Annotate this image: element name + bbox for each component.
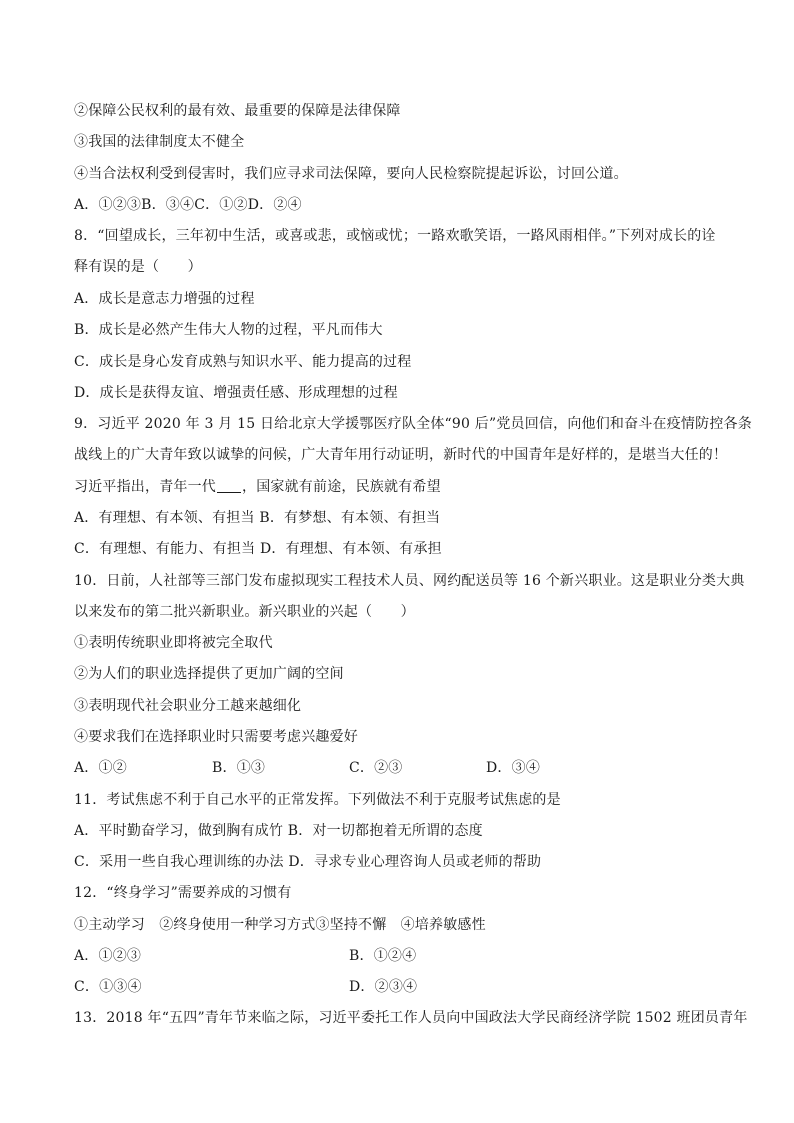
- question-10-stem: 10．日前，人社部等三部门发布虚拟现实工程技术人员、网约配送员等 16 个新兴职业。这是职业分类大典: [74, 573, 745, 589]
- question-8-stem: 8．“回望成长，三年初中生活，或喜或悲，或恼或忧；一路欢歌笑语，一路风雨相伴。”下列对成长的诠: [74, 228, 716, 244]
- option-d: D．③④: [486, 760, 541, 776]
- options-c-d: C．有理想、有能力、有担当 D．有理想、有本领、有承担: [74, 541, 442, 557]
- statement-2: ②为人们的职业选择提供了更加广阔的空间: [74, 666, 344, 682]
- options-c-d: C．采用一些自我心理训练的办法 D．寻求专业心理咨询人员或老师的帮助: [74, 854, 542, 870]
- option-a: A．成长是意志力增强的过程: [74, 291, 255, 307]
- option-b: B．成长是必然产生伟大人物的过程，平凡而伟大: [74, 322, 383, 338]
- question-10-stem-cont: 以来发布的第二批兴新职业。新兴职业的兴起（ ）: [74, 604, 415, 620]
- question-9-stem-cont: 战线上的广大青年致以诚挚的问候，广大青年用行动证明，新时代的中国青年是好样的，是堪当大任的！: [74, 447, 728, 463]
- text-line: ④当合法权利受到侵害时，我们应寻求司法保障，要向人民检察院提起诉讼，讨回公道。: [74, 166, 628, 182]
- option-b: B．①③: [212, 760, 266, 776]
- options-a-b: A．平时勤奋学习，做到胸有成竹 B．对一切都抱着无所谓的态度: [74, 823, 483, 839]
- text-line: ③我国的法律制度太不健全: [74, 134, 245, 150]
- option-c: C．②③: [349, 760, 403, 776]
- question-12-stem: 12．“终身学习”需要养成的习惯有: [74, 885, 292, 901]
- option-a: A．①②: [74, 760, 127, 776]
- option-d: D．成长是获得友谊、增强责任感、形成理想的过程: [74, 385, 398, 401]
- fill-blank: [217, 478, 241, 493]
- option-a: A．①②③: [74, 948, 142, 964]
- option-b: B．①②④: [349, 948, 417, 964]
- statement-1: ①表明传统职业即将被完全取代: [74, 635, 273, 651]
- prompt-text-after: ，国家就有前途，民族就有希望: [242, 479, 441, 495]
- statement-3: ③表明现代社会职业分工越来越细化: [74, 698, 302, 714]
- question-9-stem: 9．习近平 2020 年 3 月 15 日给北京大学援鄂医疗队全体“90 后”党员回信，向他们和奋斗在疫情防控各条: [74, 416, 752, 432]
- option-d: D．②③④: [349, 979, 418, 995]
- statements: ①主动学习 ②终身使用一种学习方式③坚持不懈 ④培养敏感性: [74, 917, 486, 933]
- text-line: ②保障公民权利的最有效、最重要的保障是法律保障: [74, 103, 401, 119]
- question-9-prompt: [74, 477, 441, 497]
- options-a-b: A．有理想、有本领、有担当 B．有梦想、有本领、有担当: [74, 510, 441, 526]
- question-8-stem-cont: 释有误的是（ ）: [74, 259, 202, 275]
- option-c: C．①③④: [74, 979, 142, 995]
- option-c: C．成长是身心发育成熟与知识水平、能力提高的过程: [74, 354, 412, 370]
- answer-options: A．①②③B．③④C．①②D．②④: [74, 197, 302, 213]
- statement-4: ④要求我们在选择职业时只需要考虑兴趣爱好: [74, 729, 358, 745]
- prompt-text-before: 习近平指出，青年一代: [74, 479, 216, 495]
- question-13-stem: 13．2018 年“五四”青年节来临之际，习近平委托工作人员向中国政法大学民商经济学院 1502 班团员青年: [74, 1010, 748, 1026]
- question-11-stem: 11．考试焦虑不利于自己水平的正常发挥。下列做法不利于克服考试焦虑的是: [74, 792, 561, 808]
